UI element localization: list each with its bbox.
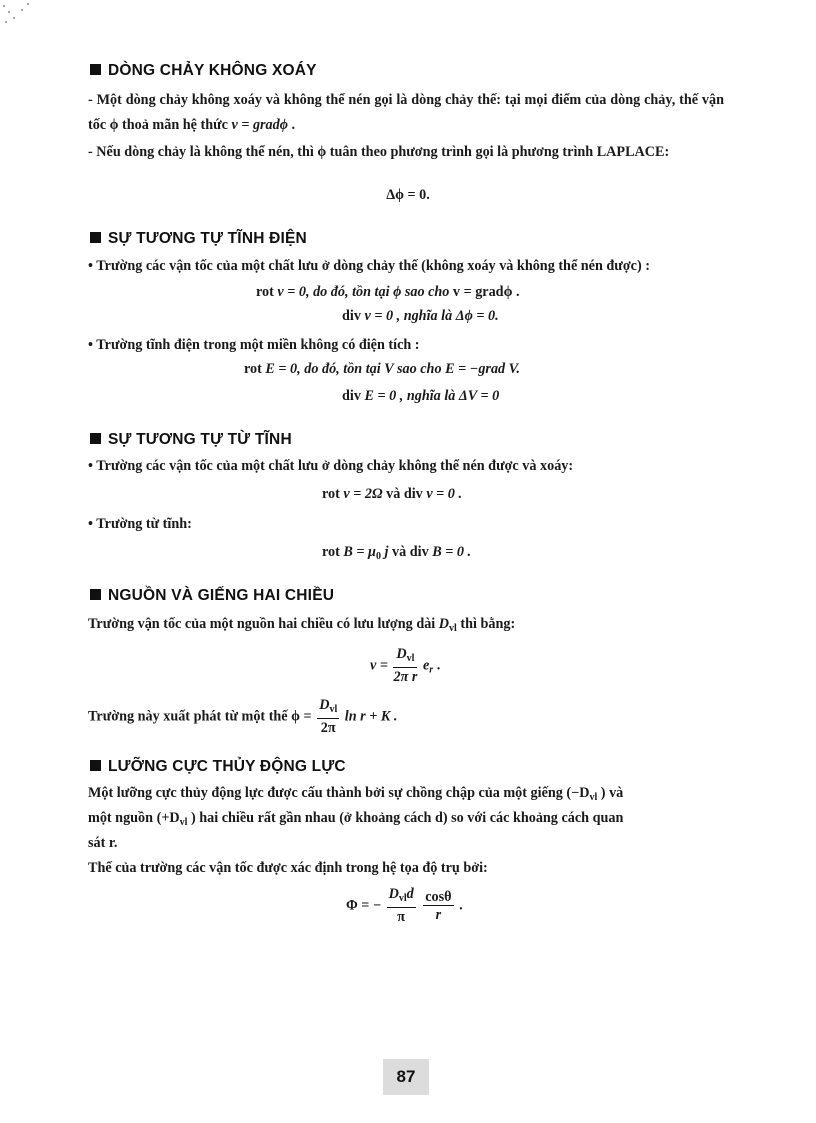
equation-dipole-potential: Φ = − $\frac{D_{vl}d}{\pi}$ $\frac{\cos\theta}{r}$ . — [346, 886, 463, 925]
bullet-square-icon — [90, 433, 101, 444]
equation-laplace: Δϕ = 0. — [386, 187, 430, 203]
section-heading-irrotational-flow: DÒNG CHẢY KHÔNG XOÁY — [90, 62, 317, 80]
equation-rot-e: rot E = 0, do đó, tồn tại V sao cho E = −grad V. — [244, 361, 520, 377]
paragraph-dipole-line1: Một lưỡng cực thủy động lực được cấu thành bởi sự chồng chập của một giếng ($-D_{vl}$ ) và — [88, 785, 624, 803]
equation-inline-potential: v = gradϕ — [231, 117, 288, 133]
equation-div-v: div v = 0 , nghĩa là Δϕ = 0. — [342, 308, 499, 324]
equation-rot-b: rot $B = \mu_0$ j và div B = 0 . — [322, 544, 472, 562]
page-number: 87 — [383, 1059, 429, 1095]
equation-rot-v: rot v = 0, do đó, tồn tại ϕ sao cho v = gradϕ . — [256, 284, 520, 300]
equation-rot-v-vortex: rot v = 2Ω và div v = 0 . — [322, 486, 462, 502]
section-heading-magnetostatic-analogy: SỰ TƯƠNG TỰ TỪ TĨNH — [90, 431, 292, 449]
corner-stamp-mark — [0, 0, 60, 40]
bullet-velocity-potential-flow: • Trường các vận tốc của một chất lưu ở dòng chảy thế (không xoáy và không thể nén được) : — [88, 258, 650, 274]
section-heading-hydrodynamic-dipole: LƯỠNG CỰC THỦY ĐỘNG LỰC — [90, 758, 346, 776]
bullet-magnetostatic-field: • Trường từ tĩnh: — [88, 516, 192, 532]
paragraph-dipole-potential: Thế của trường các vận tốc được xác định trong hệ tọa độ trụ bởi: — [88, 860, 488, 876]
equation-div-e: div E = 0 , nghĩa là ΔV = 0 — [342, 388, 500, 404]
paragraph-dipole-line3: sát r. — [88, 835, 118, 851]
equation-source-velocity: v = $\frac{D_{vl}}{\text{2π r}}$ $e_r$ . — [370, 646, 441, 685]
bullet-square-icon — [90, 589, 101, 600]
bullet-square-icon — [90, 760, 101, 771]
paragraph-laplace: - Nếu dòng chảy là không thể nén, thì ϕ tuân theo phương trình gọi là phương trình LAPLACE: — [88, 144, 670, 160]
bullet-square-icon — [90, 64, 101, 75]
paragraph-source-potential: Trường này xuất phát từ một thế ϕ = $\frac{D_{vl}}{2\pi}$ ln r + K . — [88, 697, 398, 736]
bullet-vortex-flow: • Trường các vận tốc của một chất lưu ở dòng chảy không thể nén được và xoáy: — [88, 458, 574, 474]
section-heading-electrostatic-analogy: SỰ TƯƠNG TỰ TĨNH ĐIỆN — [90, 230, 307, 248]
bullet-square-icon — [90, 232, 101, 243]
bullet-electrostatic-field: • Trường tĩnh điện trong một miền không có điện tích : — [88, 337, 420, 353]
paragraph-source-velocity: Trường vận tốc của một nguồn hai chiều có lưu lượng dài $D_{vl}$ thì bằng: — [88, 616, 516, 634]
paragraph-potential-flow: - Một dòng chảy không xoáy và không thể nén gọi là dòng chảy thế: tại mọi điểm của dòng chảy, thế vận tốc ϕ thoả mãn hệ thức v = gradϕ . — [88, 92, 724, 133]
section-heading-source-sink: NGUỒN VÀ GIẾNG HAI CHIỀU — [90, 587, 334, 605]
paragraph-dipole-line2: một nguồn ($+D_{vl}$ ) hai chiều rất gần nhau (ở khoảng cách d) so với các khoảng cách quan — [88, 810, 624, 828]
